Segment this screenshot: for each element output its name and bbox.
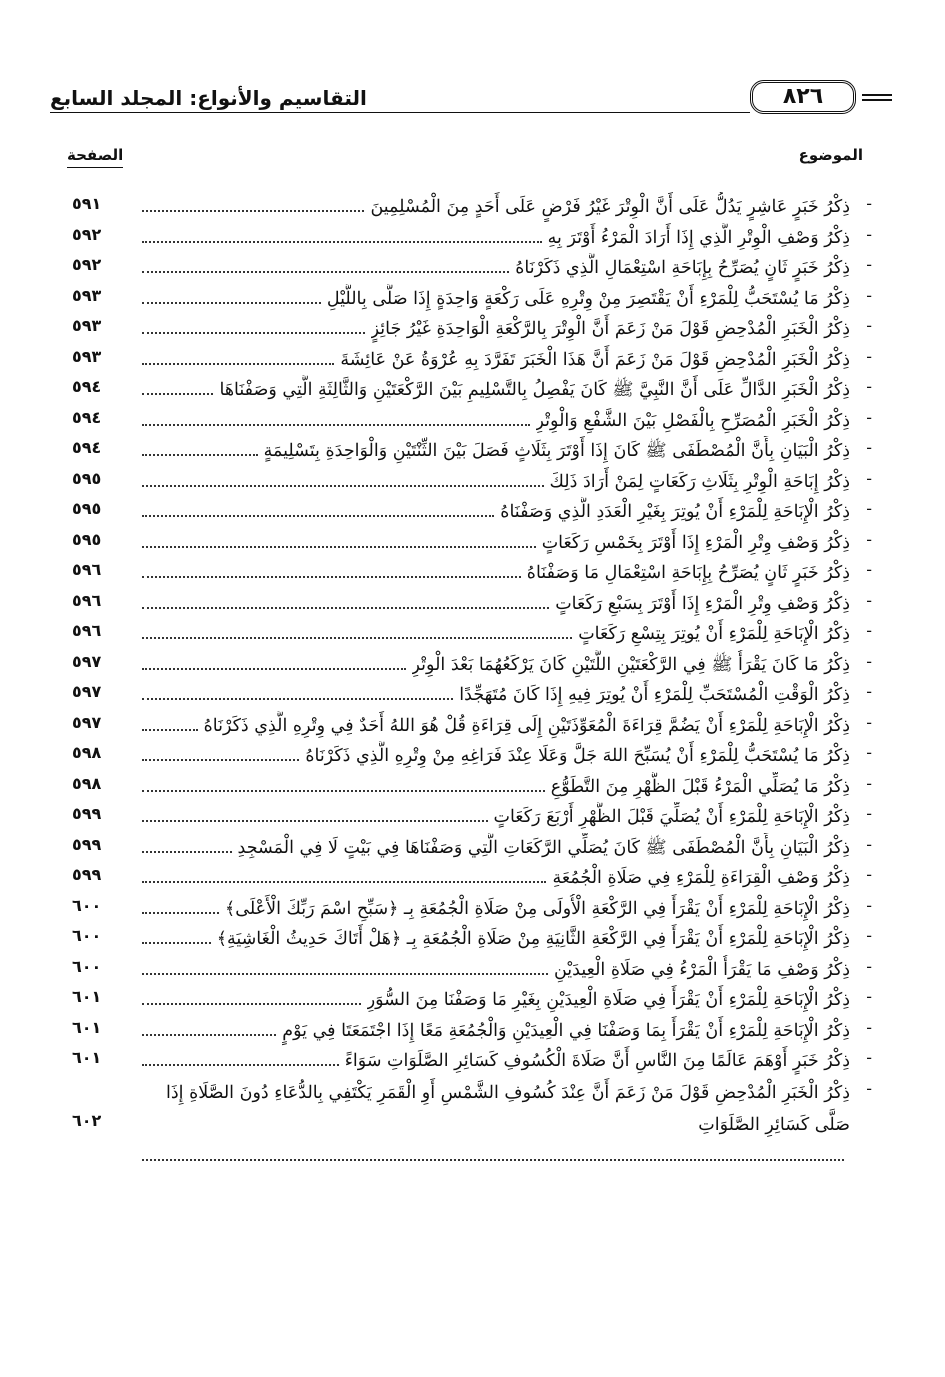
entry-bullet: - bbox=[866, 743, 872, 763]
entry-page-number: ٥٩٩ bbox=[72, 804, 102, 823]
entry-page-number: ٥٩٦ bbox=[72, 590, 102, 610]
dot-leader bbox=[142, 375, 213, 395]
dot-leader bbox=[142, 802, 488, 822]
entry-line bbox=[138, 680, 850, 710]
entry-line bbox=[138, 833, 850, 863]
entry-page-number: ٥٩٦ bbox=[72, 621, 102, 640]
dot-leader bbox=[142, 497, 494, 517]
dot-leader bbox=[142, 192, 364, 212]
dot-leader bbox=[142, 253, 509, 273]
dot-leader bbox=[142, 985, 361, 1005]
entry-bullet: - bbox=[866, 773, 872, 794]
entry-bullet: - bbox=[866, 682, 872, 702]
entry-page-number: ٥٩٩ bbox=[72, 865, 102, 884]
toc-entry bbox=[72, 711, 872, 742]
entry-title: ذِكْرُ الْإِبَاحَةِ لِلْمَرْءِ أَنْ يَقْرَأَ فِي الرَّكْعَةِ الثَّانِيَةِ مِنْ صَلَاةِ الْجُمُعَةِ بِـ ﴿هَلْ أَتَاكَ حَدِيثُ الْغَاشِيَةِ﴾ bbox=[216, 929, 850, 949]
dot-leader bbox=[142, 223, 542, 243]
entry-bullet: - bbox=[866, 316, 872, 336]
entry-page-number: ٦٠١ bbox=[72, 987, 102, 1006]
entry-page-number: ٥٩٤ bbox=[72, 377, 102, 396]
entry-bullet: - bbox=[866, 895, 872, 916]
dot-leader bbox=[142, 650, 406, 670]
entry-page-number: ٥٩٨ bbox=[72, 743, 102, 762]
toc-entry bbox=[72, 1016, 872, 1047]
entry-title: ذِكْرُ الْخَبَرِ الدَّالِّ عَلَى أَنَّ النَّبِيَّ ﷺ كَانَ يَفْصِلُ بِالتَّسْلِيمِ بَيْنَ الرَّكْعَتَيْنِ وَالثَّالِثَةِ الَّتِي وَصَفْنَاهَا bbox=[219, 380, 850, 400]
entry-line bbox=[138, 589, 850, 619]
entry-line bbox=[138, 741, 850, 771]
entry-page-number: ٥٩٨ bbox=[72, 773, 102, 793]
toc-entry bbox=[72, 375, 872, 406]
dot-leader bbox=[142, 863, 546, 883]
entry-line bbox=[138, 253, 850, 283]
entry-page-number: ٥٩٥ bbox=[72, 529, 102, 549]
entry-bullet: - bbox=[866, 987, 872, 1007]
entry-line bbox=[138, 497, 850, 527]
entry-title: ذِكْرُ الْإِبَاحَةِ لِلْمَرْءِ أَنْ يُوتِرَ بِتِسْعِ رَكَعَاتٍ bbox=[578, 624, 850, 644]
entry-page-number: ٥٩٦ bbox=[72, 560, 102, 579]
entry-page-number: ٥٩٥ bbox=[72, 499, 102, 518]
toc-entry bbox=[72, 680, 872, 711]
entry-bullet: - bbox=[866, 712, 872, 733]
entry-title: ذِكْرُ وَصْفِ الْقِرَاءَةِ لِلْمَرْءِ فِي صَلَاةِ الْجُمُعَةِ bbox=[552, 868, 850, 888]
entry-bullet: - bbox=[866, 407, 872, 428]
toc-entry bbox=[72, 314, 872, 345]
entry-line bbox=[138, 711, 850, 741]
dot-leader bbox=[142, 680, 453, 700]
entry-page-number: ٥٩٩ bbox=[72, 834, 102, 854]
entry-bullet: - bbox=[866, 1017, 872, 1038]
dot-leader bbox=[142, 528, 536, 548]
entry-page-number: ٦٠١ bbox=[72, 1017, 102, 1037]
column-head-topic: الموضوع bbox=[798, 146, 863, 164]
header-rule bbox=[50, 112, 750, 113]
entry-title: ذِكْرُ الْإِبَاحَةِ لِلْمَرْءِ أَنْ يُصَلِّيَ قَبْلَ الظُّهْرِ أَرْبَعَ رَكَعَاتٍ bbox=[493, 807, 850, 827]
entry-page-number: ٥٩٢ bbox=[72, 255, 102, 274]
entry-page-number: ٥٩٣ bbox=[72, 285, 102, 305]
entry-bullet: - bbox=[866, 285, 872, 306]
entry-title: ذِكْرُ الْإِبَاحَةِ لِلْمَرْءِ أَنْ يَقْرَأَ فِي صَلَاةِ الْعِيدَيْنِ بِغَيْرِ مَا وَصَفْنَا مِنَ السُّوَرِ bbox=[366, 990, 850, 1010]
entry-line bbox=[138, 650, 850, 680]
entry-title: ذِكْرُ مَا كَانَ يَقْرَأُ ﷺ فِي الرَّكْعَتَيْنِ اللَّتَيْنِ كَانَ يَرْكَعُهُمَا بَعْدَ الْوِتْرِ bbox=[411, 654, 850, 675]
entry-page-number: ٦٠٠ bbox=[72, 895, 102, 915]
entry-line bbox=[138, 375, 850, 405]
dot-leader bbox=[142, 314, 365, 334]
toc-entry bbox=[72, 192, 872, 223]
header-ornament bbox=[862, 94, 892, 101]
entry-bullet: - bbox=[866, 438, 872, 458]
entry-line bbox=[138, 1077, 850, 1161]
entry-line bbox=[138, 558, 850, 588]
entry-line bbox=[138, 345, 850, 375]
toc-entry bbox=[72, 406, 872, 437]
entry-title: ذِكْرُ الْخَبَرِ الْمُدْحِضِ قَوْلَ مَنْ زَعَمَ أَنَّ هَذَا الْخَبَرَ تَفَرَّدَ بِهِ عُرْوَةُ عَنْ عَائِشَةَ bbox=[340, 349, 850, 370]
dot-leader bbox=[142, 1046, 339, 1066]
dot-leader bbox=[142, 345, 334, 365]
entry-line bbox=[138, 284, 850, 314]
entry-bullet: - bbox=[866, 804, 872, 824]
dot-leader bbox=[142, 955, 548, 975]
entry-title: ذِكْرُ الْبَيَانِ بِأَنَّ الْمُصْطَفَى ﷺ كَانَ يُصَلِّي الرَّكَعَاتِ الَّتِي وَصَفْنَاهَا فِي بَيْتٍ لَا فِي الْمَسْجِدِ bbox=[237, 837, 850, 858]
toc-entry bbox=[72, 589, 872, 620]
entry-line bbox=[138, 894, 850, 924]
entry-line bbox=[138, 802, 850, 832]
entry-bullet: - bbox=[866, 1078, 872, 1099]
entry-line bbox=[138, 436, 850, 466]
toc-entry bbox=[72, 650, 872, 681]
dot-leader bbox=[142, 741, 299, 761]
entry-title: ذِكْرُ الْإِبَاحَةِ لِلْمَرْءِ أَنْ يَضُمَّ قِرَاءَةَ الْمُعَوِّذَتَيْنِ إِلَى قِرَاءَةِ قُلْ هُوَ اللهُ أَحَدٌ فِي وِتْرِهِ الَّذِي ذَكَرْنَاهُ bbox=[203, 715, 850, 736]
entry-page-number: ٥٩٣ bbox=[72, 346, 102, 366]
toc-entry bbox=[72, 528, 872, 559]
entry-line bbox=[138, 192, 850, 222]
dot-leader bbox=[142, 894, 219, 914]
entry-page-number: ٥٩٢ bbox=[72, 224, 102, 244]
dot-leader bbox=[142, 436, 258, 456]
entry-page-number: ٥٩٧ bbox=[72, 712, 102, 732]
entry-line bbox=[138, 406, 850, 436]
toc-entry bbox=[72, 467, 872, 498]
toc-entry bbox=[72, 345, 872, 376]
entry-bullet: - bbox=[866, 590, 872, 611]
toc-entry bbox=[72, 558, 872, 589]
entry-bullet: - bbox=[866, 224, 872, 245]
entry-bullet: - bbox=[866, 377, 872, 397]
entry-bullet: - bbox=[866, 926, 872, 946]
entry-line bbox=[138, 1046, 850, 1076]
entry-bullet: - bbox=[866, 865, 872, 885]
entry-page-number: ٥٩١ bbox=[72, 194, 102, 213]
entry-bullet: - bbox=[866, 651, 872, 672]
toc-entry bbox=[72, 863, 872, 894]
toc-entry bbox=[72, 436, 872, 467]
entry-bullet: - bbox=[866, 529, 872, 550]
entry-bullet: - bbox=[866, 621, 872, 641]
entry-page-number: ٦٠١ bbox=[72, 1048, 102, 1067]
entry-title: ذِكْرُ مَا يُسْتَحَبُّ لِلْمَرْءِ أَنْ يُسَبِّحَ اللهَ جَلَّ وَعَلَا عِنْدَ فَرَاغِهِ مِنْ وِتْرِهِ الَّذِي ذَكَرْنَاهُ bbox=[305, 746, 850, 766]
dot-leader bbox=[142, 284, 321, 304]
entry-title: ذِكْرُ خَبَرٍ ثَانٍ يُصَرِّحُ بِإِبَاحَةِ اسْتِعْمَالِ مَا وَصَفْنَاهُ bbox=[526, 563, 850, 583]
entry-title: ذِكْرُ وَصْفِ وِتْرِ الْمَرْءِ إِذَا أَوْتَرَ بِخَمْسِ رَكَعَاتٍ bbox=[541, 532, 850, 553]
entry-page-number: ٥٩٥ bbox=[72, 468, 102, 488]
entry-page-number: ٦٠٠ bbox=[72, 926, 102, 945]
toc-entry bbox=[72, 833, 872, 864]
entry-line bbox=[138, 955, 850, 985]
entry-title: ذِكْرُ إِبَاحَةِ الْوِتْرِ بِثَلَاثِ رَكَعَاتٍ لِمَنْ أَرَادَ ذَلِكَ bbox=[549, 471, 850, 492]
entry-title: ذِكْرُ الْوَقْتِ الْمُسْتَحَبِّ لِلْمَرْءِ أَنْ يُوتِرَ فِيهِ إِذَا كَانَ مُتَهَجِّدًا bbox=[459, 685, 850, 705]
entry-bullet: - bbox=[866, 255, 872, 275]
toc-entry bbox=[72, 284, 872, 315]
entry-page-number: ٥٩٣ bbox=[72, 316, 102, 335]
entry-page-number: ٥٩٧ bbox=[72, 651, 102, 671]
toc-entry bbox=[72, 741, 872, 772]
entry-title: ذِكْرُ خَبَرٍ ثَانٍ يُصَرِّحُ بِإِبَاحَةِ اسْتِعْمَالِ الَّذِي ذَكَرْنَاهُ bbox=[515, 258, 850, 278]
toc-entry bbox=[72, 253, 872, 284]
dot-leader bbox=[142, 772, 545, 792]
toc-entry bbox=[72, 1046, 872, 1077]
entry-bullet: - bbox=[866, 1048, 872, 1068]
entry-title: ذِكْرُ خَبَرٍ أَوْهَمَ عَالَمًا مِنَ النَّاسِ أَنَّ صَلَاةَ الْكُسُوفِ كَسَائِرِ الصَّلَوَاتِ سَوَاءً bbox=[344, 1051, 850, 1071]
entry-page-number: ٥٩٧ bbox=[72, 682, 102, 701]
entry-bullet: - bbox=[866, 834, 872, 855]
table-of-contents bbox=[72, 192, 872, 1141]
entry-title: ذِكْرُ مَا يُسْتَحَبُّ لِلْمَرْءِ أَنْ يَقْتَصِرَ مِنْ وِتْرِهِ عَلَى رَكْعَةٍ وَاحِدَةٍ إِذَا صَلَّى بِاللَّيْلِ bbox=[326, 288, 850, 309]
entry-line bbox=[138, 528, 850, 558]
toc-entry bbox=[72, 985, 872, 1016]
entry-bullet: - bbox=[866, 346, 872, 367]
entry-bullet: - bbox=[866, 194, 872, 214]
entry-title: ذِكْرُ خَبَرٍ عَاشِرٍ يَدُلُّ عَلَى أَنَّ الْوِتْرَ غَيْرُ فَرْضٍ عَلَى أَحَدٍ مِنَ الْمُسْلِمِينَ bbox=[370, 197, 850, 217]
dot-leader bbox=[142, 924, 211, 944]
entry-bullet: - bbox=[866, 468, 872, 489]
entry-bullet: - bbox=[866, 560, 872, 580]
toc-entry bbox=[72, 955, 872, 986]
dot-leader bbox=[142, 589, 549, 609]
dot-leader bbox=[142, 833, 232, 853]
entry-bullet: - bbox=[866, 956, 872, 977]
dot-leader bbox=[142, 406, 530, 426]
dot-leader bbox=[142, 619, 572, 639]
dot-leader bbox=[142, 1016, 276, 1036]
entry-title: ذِكْرُ وَصْفِ مَا يَقْرَأُ الْمَرْءُ فِي صَلَاةِ الْعِيدَيْنِ bbox=[553, 959, 850, 980]
entry-line bbox=[138, 314, 850, 344]
entry-title: ذِكْرُ مَا يُصَلِّي الْمَرْءُ قَبْلَ الظُّهْرِ مِنَ التَّطَوُّعِ bbox=[550, 776, 850, 797]
entry-line bbox=[138, 467, 850, 497]
entry-line bbox=[138, 772, 850, 802]
toc-entry bbox=[72, 223, 872, 254]
entry-title: ذِكْرُ الْخَبَرِ الْمُدْحِضِ قَوْلَ مَنْ زَعَمَ أَنَّ الْوِتْرَ بِالرَّكْعَةِ الْوَاحِدَةِ غَيْرُ جَائِزٍ bbox=[370, 319, 850, 339]
entry-page-number: ٥٩٤ bbox=[72, 438, 102, 457]
entry-line bbox=[138, 985, 850, 1015]
entry-title: ذِكْرُ وَصْفِ وِتْرِ الْمَرْءِ إِذَا أَوْتَرَ بِسَبْعِ رَكَعَاتٍ bbox=[555, 593, 850, 614]
entry-title: ذِكْرُ الْإِبَاحَةِ لِلْمَرْءِ أَنْ يَقْرَأَ بِمَا وَصَفْنَا فِي الْعِيدَيْنِ وَالْجُمُعَةِ مَعًا إِذَا اجْتَمَعَتَا فِي يَوْمٍ bbox=[282, 1020, 850, 1041]
entry-title: ذِكْرُ الْبَيَانِ بِأَنَّ الْمُصْطَفَى ﷺ كَانَ إِذَا أَوْتَرَ بِثَلَاثٍ فَصَلَ بَيْنَ الثِّنْتَيْنِ وَالْوَاحِدَةِ بِتَسْلِيمَةٍ bbox=[263, 441, 850, 461]
toc-entry bbox=[72, 772, 872, 803]
column-head-page: الصفحة bbox=[67, 146, 124, 164]
entry-line bbox=[138, 1016, 850, 1046]
entry-title: ذِكْرُ وَصْفِ الْوِتْرِ الَّذِي إِذَا أَرَادَ الْمَرْءُ أَوْتَرَ بِهِ bbox=[547, 227, 850, 248]
entry-page-number: ٥٩٤ bbox=[72, 407, 102, 427]
entry-line bbox=[138, 924, 850, 954]
entry-title: ذِكْرُ الْإِبَاحَةِ لِلْمَرْءِ أَنْ يَقْرَأَ فِي الرَّكْعَةِ الْأُولَى مِنْ صَلَاةِ الْجُمُعَةِ بِـ ﴿سَبِّحِ اسْمَ رَبِّكَ الْأَعْلَى﴾ bbox=[225, 898, 850, 919]
dot-leader bbox=[142, 711, 198, 731]
toc-entry bbox=[72, 619, 872, 650]
entry-line bbox=[138, 619, 850, 649]
entry-line bbox=[138, 223, 850, 253]
toc-entry bbox=[72, 1077, 872, 1141]
toc-entry bbox=[72, 802, 872, 833]
entry-title: ذِكْرُ الْإِبَاحَةِ لِلْمَرْءِ أَنْ يُوتِرَ بِغَيْرِ الْعَدَدِ الَّذِي وَصَفْنَاهُ bbox=[500, 502, 850, 522]
running-title: التقاسيم والأنواع: المجلد السابع bbox=[50, 86, 367, 110]
dot-leader bbox=[142, 558, 521, 578]
toc-entry bbox=[72, 894, 872, 925]
toc-entry bbox=[72, 497, 872, 528]
entry-title: ذِكْرُ الْخَبَرِ الْمُدْحِضِ قَوْلَ مَنْ زَعَمَ أَنَّ عِنْدَ كُسُوفِ الشَّمْسِ أَوِ الْقَمَرِ يَكْتَفِي بِالدُّعَاءِ دُونَ الصَّلَاةِ إِذَا صَلَّى كَسَائِرِ الصَّلَوَاتِ bbox=[165, 1082, 850, 1135]
dot-leader bbox=[142, 1141, 844, 1161]
page-header bbox=[50, 80, 870, 124]
dot-leader bbox=[142, 467, 544, 487]
entry-bullet: - bbox=[866, 499, 872, 519]
toc-entry bbox=[72, 924, 872, 955]
entry-page-number: ٦٠٠ bbox=[72, 956, 102, 976]
page-number: ٨٢٦ bbox=[750, 80, 856, 114]
entry-title: ذِكْرُ الْخَبَرِ الْمُصَرِّحِ بِالْفَصْلِ بَيْنَ الشَّفْعِ وَالْوِتْرِ bbox=[535, 410, 850, 431]
entry-page-number: ٦٠٢ bbox=[72, 1110, 102, 1130]
entry-line bbox=[138, 863, 850, 893]
